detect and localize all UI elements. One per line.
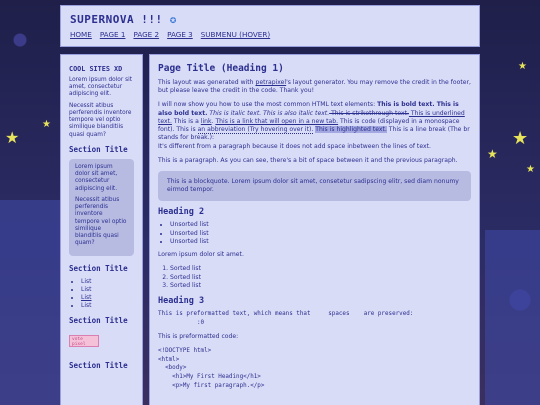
list-item: • Unsorted list <box>170 230 471 238</box>
list-item: • List <box>81 278 134 286</box>
background-decoration <box>0 200 60 405</box>
star-decoration-icon: ★ <box>42 119 51 130</box>
star-decoration-icon: ★ <box>487 147 498 161</box>
new-tab-link[interactable]: This is a link that will open in a new tab. <box>215 117 339 125</box>
blockquote <box>158 171 471 201</box>
list-item: • Unsorted list <box>170 238 471 246</box>
nav-link-page-3[interactable]: PAGE 3 <box>167 30 193 39</box>
list-item: • List <box>81 286 134 294</box>
sidebar-heading: COOL SITES XD <box>69 65 123 73</box>
inline-code: code <box>361 117 376 125</box>
main-nav <box>70 30 470 39</box>
underlined-text: This is underlined text. <box>158 109 465 125</box>
nav-link-home[interactable]: HOME <box>70 30 92 39</box>
paragraph: Lorem ipsum dolor sit amet. <box>158 251 244 259</box>
star-decoration-icon: ★ <box>526 164 535 175</box>
italic-text: This is italic text. <box>207 109 262 117</box>
bold-text: This is also bold text. <box>158 101 459 117</box>
star-icon: ✪ <box>169 13 177 26</box>
abbreviation[interactable]: an abbreviation (Try hovering over it). <box>197 126 314 134</box>
main-content <box>149 54 480 405</box>
page-title: Page Title (Heading 1) <box>158 63 284 74</box>
star-decoration-icon: ★ <box>518 61 527 72</box>
sidebar-text: Necessit atibus perferendis inventore tempore vel optio similique blanditiis quasi quam? <box>69 102 132 138</box>
sidebar-box-text: Lorem ipsum dolor sit amet, consectetur adipiscing elit. <box>75 163 118 192</box>
nav-link-page-2[interactable]: PAGE 2 <box>133 30 160 39</box>
star-decoration-icon: ★ <box>5 128 20 147</box>
badge-line: pixel <box>72 341 86 347</box>
sidebar-list <box>69 278 134 309</box>
list-item: 3. Sorted list <box>170 282 471 290</box>
italic-text: This is also italic text. <box>261 109 330 117</box>
bold-text: This is bold text. <box>377 101 435 109</box>
paragraph: This is a paragraph. As you can see, there's a bit of space between it and the previous paragraph. <box>158 156 458 164</box>
blockquote-text: This is a blockquote. Lorem ipsum dolor sit amet, consetetur sadipscing elitr, sed diam nonumy eirmod tempor. <box>167 177 459 194</box>
text: I will now show you how to use the most common HTML text elements: <box>158 101 378 109</box>
preformatted-text: This is preformatted text, which means that spaces are preserved: :0 <box>158 310 414 326</box>
sorted-list <box>158 265 471 290</box>
heading-3: Heading 3 <box>158 295 205 306</box>
heading-2: Heading 2 <box>158 207 205 218</box>
nav-link-submenu[interactable]: SUBMENU (HOVER) <box>200 30 271 39</box>
list-item: • List <box>81 302 134 310</box>
list-item-link[interactable]: • List <box>81 294 134 302</box>
highlighted-text: This is highlighted text. <box>315 126 387 134</box>
sidebar <box>60 54 143 405</box>
sidebar-section-title: Section Title <box>69 315 128 325</box>
site-header <box>60 5 480 47</box>
sidebar-text: Lorem ipsum dolor sit amet, consectetur adipiscing elit. <box>69 77 132 98</box>
elements-paragraph <box>158 101 471 150</box>
intro-paragraph <box>158 79 471 95</box>
paragraph: This is preformatted code: <box>158 333 239 341</box>
sidebar-section-title: Section Title <box>69 144 128 154</box>
site-title-text: SUPERNOVA !!! <box>70 13 163 26</box>
nav-link-page-1[interactable]: PAGE 1 <box>99 30 126 39</box>
vote-badge[interactable] <box>69 335 99 347</box>
star-decoration-icon: ★ <box>512 128 529 149</box>
text: This is <box>338 117 362 125</box>
text: This is a line break (The br stands for break.): <box>158 126 470 142</box>
list-item: • Unsorted list <box>170 221 471 229</box>
sidebar-section-title: Section Title <box>69 360 128 370</box>
site-title <box>70 13 470 26</box>
text: 's layout generator. You may remove the credit in the footer, but please leave the credit in the code. Thank you! <box>158 79 471 95</box>
sidebar-box <box>69 159 134 257</box>
background-decoration <box>485 230 540 405</box>
text: . <box>211 117 216 125</box>
text: This layout was generated with <box>158 79 256 86</box>
list-item: 1. Sorted list <box>170 265 471 273</box>
text: It's different from a paragraph because it does not add space inbetween the lines of text. <box>158 142 431 150</box>
petrapixel-link[interactable]: petrapixel <box>255 79 287 86</box>
inline-link[interactable]: link <box>200 117 212 125</box>
list-item: 2. Sorted list <box>170 274 471 282</box>
text: (displayed in a monospace font). This is <box>158 117 460 134</box>
sidebar-section-title: Section Title <box>69 264 128 274</box>
unsorted-list <box>158 221 471 246</box>
strikethrough-text: This is strikethrough text. <box>329 109 409 117</box>
code-block: <!DOCTYPE html> <html> <body> <h1>My First Heading</h1> <p>My first paragraph.</p> <box>158 348 265 389</box>
text: This is a <box>171 117 201 125</box>
badge-line: vote <box>72 336 83 342</box>
sidebar-box-text: Necessit atibus perferendis inventore tempore vel optio similique blanditiis quasi quam? <box>75 196 127 247</box>
